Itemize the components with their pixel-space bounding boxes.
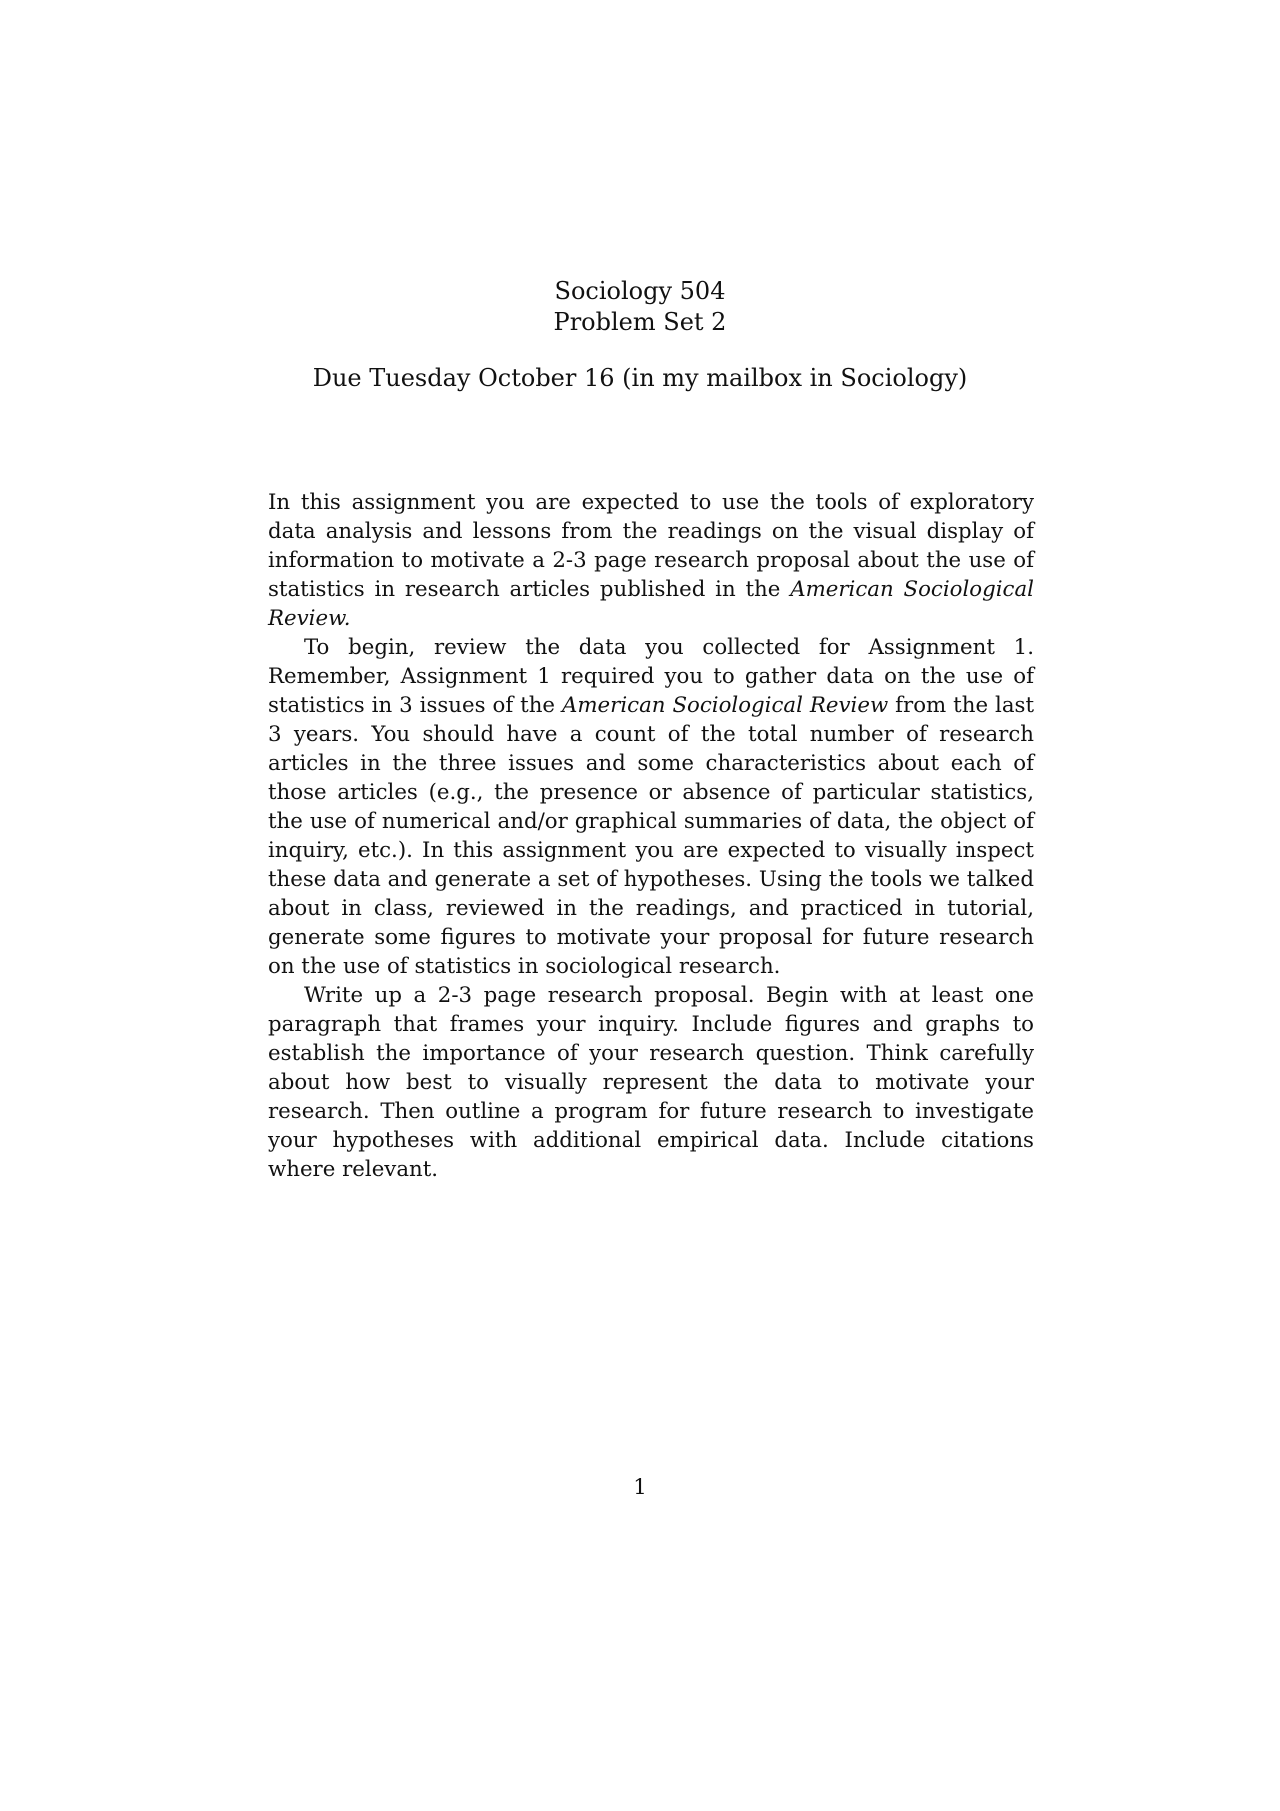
title-block [0, 276, 1280, 338]
paragraph-intro [268, 488, 1034, 633]
paragraph-data-review [268, 633, 1034, 981]
paragraph-intro-text: In this assignment you are expected to use the tools of exploratory data analysis and lessons from the readings on the visual display of information to motivate a 2-3 page research proposal about the use of statistics in research articles published in the [268, 490, 1034, 602]
course-title: Sociology 504 [554, 277, 726, 305]
journal-title: American Sociological Review. [268, 577, 1034, 631]
paragraph-data-review-text-a: To begin, review the data you collected for Assignment 1. Remember, Assignment 1 required you to gather data on the use of statistics in 3 issues of the [268, 635, 1034, 718]
assignment-title: Problem Set 2 [553, 308, 727, 336]
page-number: 1 [633, 1475, 647, 1500]
paragraph-proposal: Write up a 2-3 page research proposal. Begin with at least one paragraph that frames your inquiry. Include figures and graphs to establish the importance of your research question. Think carefully about how best to visually represent the data to motivate your research. Then outline a program for future research to investigate your hypotheses with additional empirical data. Include citations where relevant. [268, 983, 1034, 1182]
journal-title: American Sociological Review [561, 693, 889, 718]
due-date-line: Due Tuesday October 16 (in my mailbox in Sociology) [312, 364, 968, 392]
assignment-body [268, 488, 1034, 1184]
paragraph-data-review-text-b: from the last 3 years. You should have a count of the total number of research articles in the three issues and some characteristics about each of those articles (e.g., the presence or absence of particular statistics, the use of numerical and/or graphical summaries of data, the object of inquiry, etc.). In this assignment you are expected to visually inspect these data and generate a set of hypotheses. Using the tools we talked about in class, reviewed in the readings, and practiced in tutorial, generate some figures to motivate your proposal for future research on the use of statistics in sociological research. [268, 693, 1035, 979]
